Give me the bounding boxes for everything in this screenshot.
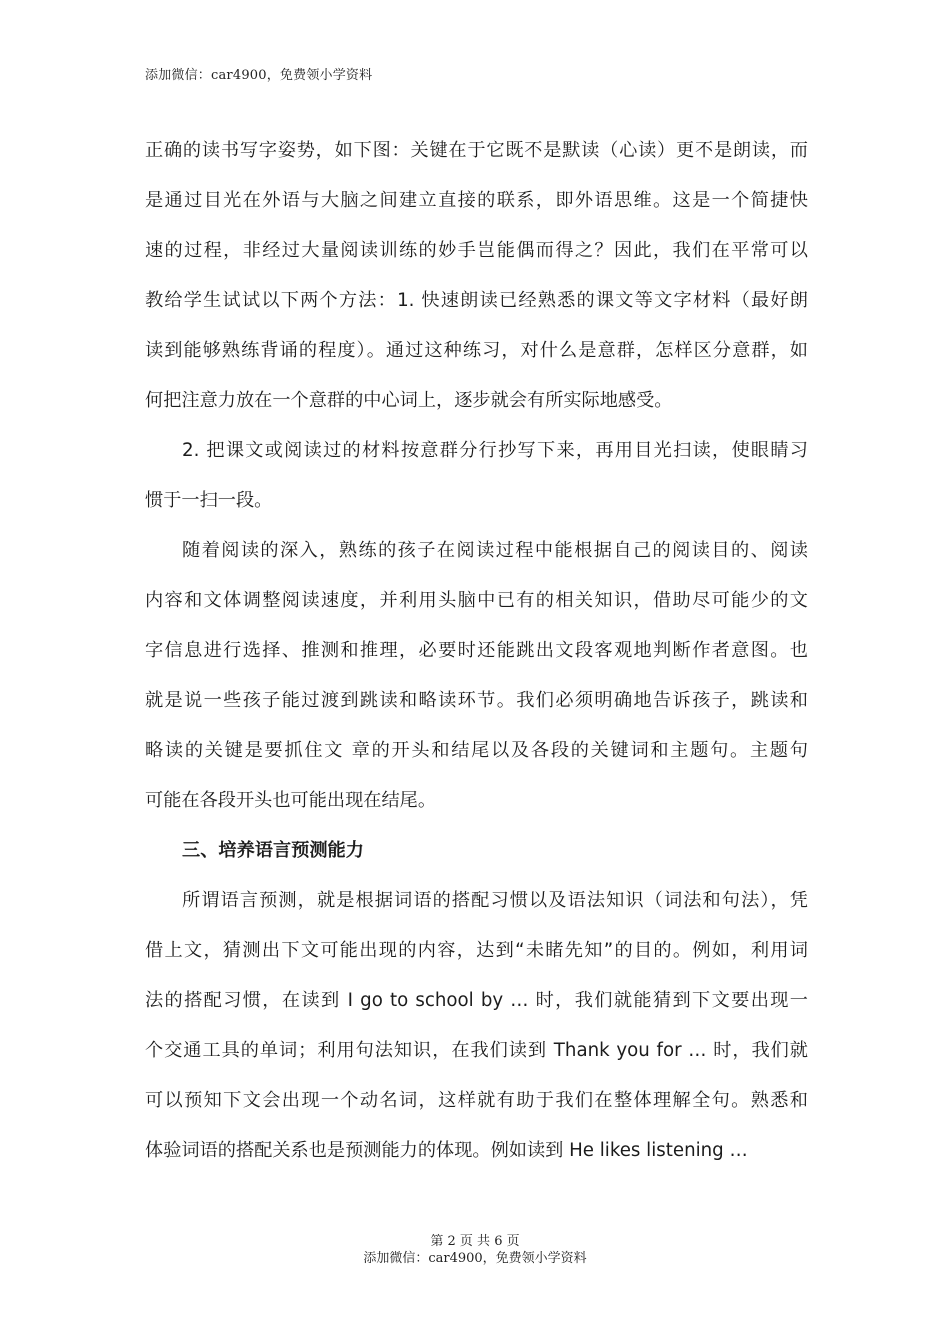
footer-watermark-note: 添加微信：car4900，免费领小学资料 <box>363 1251 587 1266</box>
text-line: 就是说一些孩子能过渡到跳读和略读环节。我们必须明确地告诉孩子，跳读和 <box>145 690 808 711</box>
text-line: 何把注意力放在一个意群的中心词上，逐步就会有所实际地感受。 <box>145 390 673 411</box>
page-number: 第 2 页 共 6 页 <box>430 1234 520 1249</box>
text-line: 借上文，猜测出下文可能出现的内容，达到“未睹先知”的目的。例如，利用词 <box>145 940 808 961</box>
text-line: 略读的关键是要抓住文 章的开头和结尾以及各段的关键词和主题句。主题句 <box>145 740 808 761</box>
text-line: 体验词语的搭配关系也是预测能力的体现。例如读到 He likes listening … <box>145 1140 748 1161</box>
text-line: 读到能够熟练背诵的程度）。通过这种练习，对什么是意群，怎样区分意群，如 <box>145 340 808 361</box>
text-line: 内容和文体调整阅读速度，并利用头脑中已有的相关知识，借助尽可能少的文 <box>145 590 808 611</box>
text-line: 是通过目光在外语与大脑之间建立直接的联系，即外语思维。这是一个简捷快 <box>145 190 808 211</box>
text-line: 可以预知下文会出现一个动名词，这样就有助于我们在整体理解全句。熟悉和 <box>145 1090 808 1111</box>
text-line: 可能在各段开头也可能出现在结尾。 <box>145 790 437 811</box>
text-line: 正确的读书写字姿势，如下图：关键在于它既不是默读（心读）更不是朗读，而 <box>145 140 808 161</box>
text-line: 字信息进行选择、推测和推理，必要时还能跳出文段客观地判断作者意图。也 <box>145 640 808 661</box>
text-line-paragraph-start: 2. 把课文或阅读过的材料按意群分行抄写下来，再用目光扫读，使眼睛习 <box>182 440 808 461</box>
header-watermark-note: 添加微信：car4900，免费领小学资料 <box>145 68 373 83</box>
text-line: 教给学生试试以下两个方法：1. 快速朗读已经熟悉的课文等文字材料（最好朗 <box>145 290 808 311</box>
text-line-paragraph-start: 所谓语言预测，就是根据词语的搭配习惯以及语法知识（词法和句法），凭 <box>182 890 808 911</box>
text-line-paragraph-start: 随着阅读的深入，熟练的孩子在阅读过程中能根据自己的阅读目的、阅读 <box>182 540 808 561</box>
text-line: 法的搭配习惯，在读到 I go to school by … 时，我们就能猜到下文要出现一 <box>145 990 808 1011</box>
document-body <box>145 131 808 1181</box>
text-line: 速的过程，非经过大量阅读训练的妙手岂能偶而得之？因此，我们在平常可以 <box>145 240 808 261</box>
text-line: 个交通工具的单词；利用句法知识，在我们读到 Thank you for … 时，我们就 <box>145 1040 808 1061</box>
text-line: 惯于一扫一段。 <box>145 490 273 511</box>
section-heading: 三、培养语言预测能力 <box>182 840 364 861</box>
